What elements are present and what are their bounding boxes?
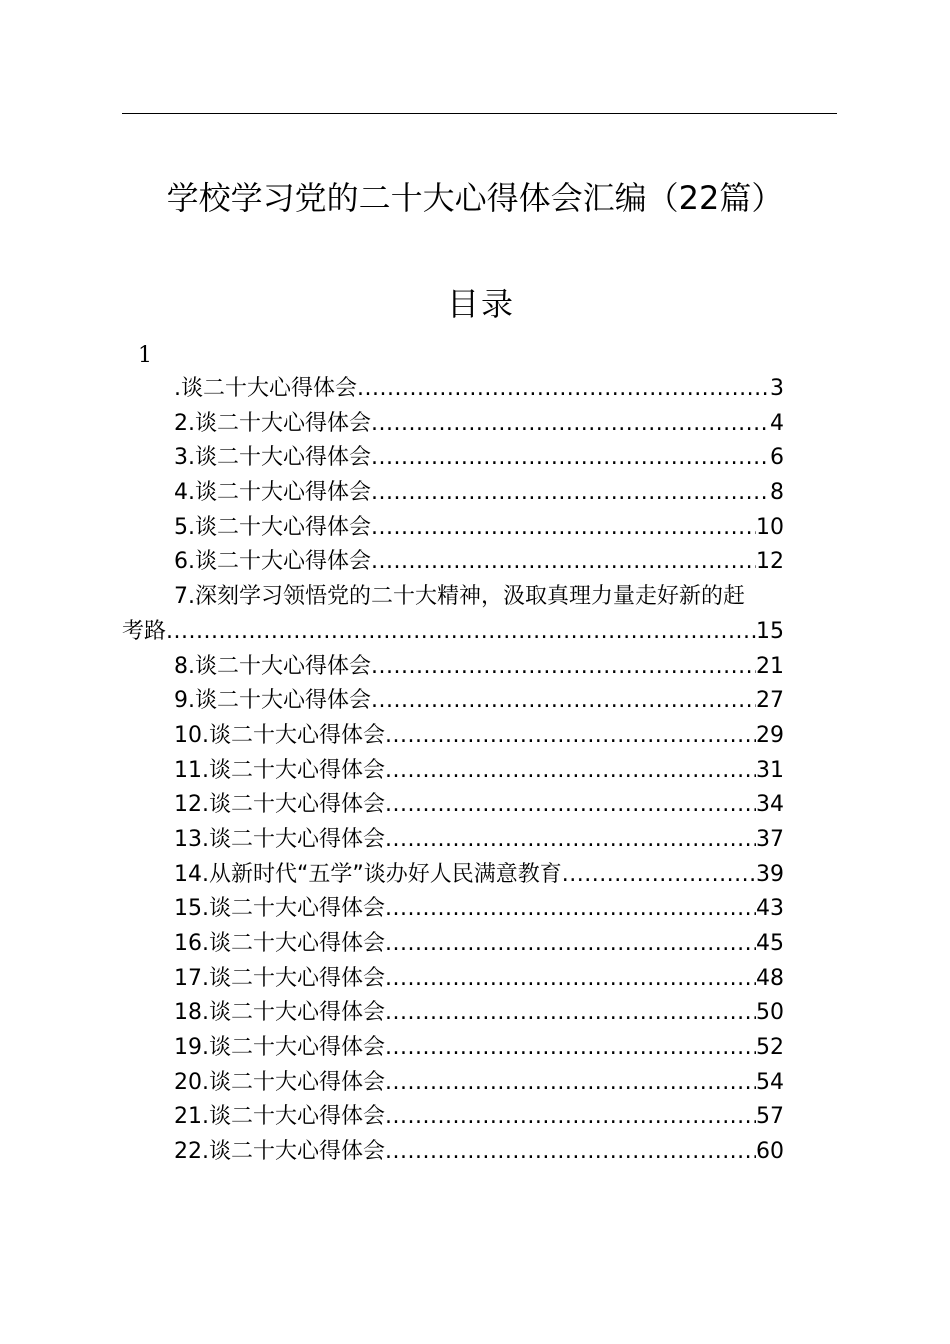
toc-entry-title: 3.谈二十大心得体会 (174, 445, 371, 471)
toc-page-number: 48 (756, 965, 784, 991)
toc-entry-title: 14.从新时代“五学”谈办好人民满意教育 (174, 861, 562, 887)
toc-entry-title: 12.谈二十大心得体会 (174, 792, 385, 818)
toc-page-number: 21 (756, 653, 784, 679)
toc-entry[interactable] (0, 545, 950, 580)
toc-page-number: 54 (756, 1069, 784, 1095)
toc-leader (385, 1100, 756, 1135)
toc-heading: 目录 (446, 285, 515, 323)
toc-entry[interactable] (0, 407, 950, 442)
toc-entry-title: 20.谈二十大心得体会 (174, 1069, 385, 1095)
toc-entry-title-line1: 7.深刻学习领悟党的二十大精神，汲取真理力量走好新的赶 (174, 584, 745, 610)
toc-entry[interactable] (0, 754, 950, 789)
stray-number: 1 (138, 343, 152, 368)
toc-page-number: 29 (756, 722, 784, 748)
toc-page-number: 8 (770, 480, 784, 506)
toc-entry-title: 11.谈二十大心得体会 (174, 757, 385, 783)
toc-leader (385, 823, 756, 858)
toc-leader (371, 511, 756, 546)
toc-entry[interactable] (0, 1135, 950, 1170)
toc-entry[interactable] (0, 788, 950, 823)
toc-leader (357, 372, 770, 407)
toc-leader (371, 684, 756, 719)
toc-entry-title: 17.谈二十大心得体会 (174, 965, 385, 991)
toc-leader (371, 476, 770, 511)
toc-page-number: 34 (756, 792, 784, 818)
toc-page-number: 60 (756, 1139, 784, 1165)
toc-entry[interactable] (0, 858, 950, 893)
toc-entry-title: 13.谈二十大心得体会 (174, 826, 385, 852)
toc-entry-line2[interactable] (0, 615, 950, 650)
table-of-contents (0, 372, 950, 1170)
toc-entry[interactable] (0, 650, 950, 685)
toc-entry[interactable] (0, 927, 950, 962)
toc-page-number: 37 (756, 826, 784, 852)
toc-entry[interactable] (0, 996, 950, 1031)
toc-leader (385, 962, 756, 997)
toc-page-number: 57 (756, 1104, 784, 1130)
toc-entry-title: 5.谈二十大心得体会 (174, 514, 371, 540)
toc-page-number: 10 (756, 514, 784, 540)
toc-entry-title: .谈二十大心得体会 (174, 376, 357, 401)
toc-leader (385, 1066, 756, 1101)
toc-page-number: 43 (756, 896, 784, 922)
toc-entry-line1[interactable] (0, 580, 950, 615)
toc-entry-title: 15.谈二十大心得体会 (174, 896, 385, 922)
toc-entry-title: 16.谈二十大心得体会 (174, 931, 385, 956)
toc-page-number: 3 (770, 376, 784, 401)
toc-entry[interactable] (0, 372, 950, 407)
toc-page-number: 52 (756, 1035, 784, 1061)
toc-page-number: 31 (756, 757, 784, 783)
toc-leader (562, 858, 756, 893)
toc-leader (385, 927, 756, 962)
toc-page-number: 27 (756, 688, 784, 714)
toc-page-number: 50 (756, 1000, 784, 1026)
header-rule (122, 113, 837, 114)
toc-leader (166, 615, 756, 650)
toc-entry-title: 8.谈二十大心得体会 (174, 653, 371, 679)
toc-entry-title: 4.谈二十大心得体会 (174, 480, 371, 506)
toc-leader (385, 996, 756, 1031)
toc-page-number: 12 (756, 549, 784, 575)
document-title: 学校学习党的二十大心得体会汇编（22篇） (166, 179, 784, 217)
toc-entry-title: 19.谈二十大心得体会 (174, 1035, 385, 1061)
toc-entry-title: 2.谈二十大心得体会 (174, 410, 371, 436)
toc-entry-title: 9.谈二十大心得体会 (174, 688, 371, 714)
toc-entry-title: 10.谈二十大心得体会 (174, 722, 385, 748)
toc-leader (371, 650, 756, 685)
toc-page-number: 45 (756, 931, 784, 956)
toc-entry-title: 21.谈二十大心得体会 (174, 1104, 385, 1130)
toc-entry[interactable] (0, 1031, 950, 1066)
toc-entry-title: 22.谈二十大心得体会 (174, 1139, 385, 1165)
toc-page-number: 15 (756, 618, 784, 644)
toc-entry[interactable] (0, 1100, 950, 1135)
toc-entry-title: 6.谈二十大心得体会 (174, 549, 371, 575)
toc-leader (371, 545, 756, 580)
toc-entry[interactable] (0, 476, 950, 511)
toc-entry[interactable] (0, 719, 950, 754)
toc-entry[interactable] (0, 684, 950, 719)
toc-entry-title-line2: 考路 (122, 618, 167, 644)
toc-entry[interactable] (0, 441, 950, 476)
toc-leader (385, 754, 756, 789)
toc-leader (385, 1135, 756, 1170)
toc-leader (385, 892, 756, 927)
toc-leader (385, 1031, 756, 1066)
toc-entry[interactable] (0, 823, 950, 858)
toc-entry-title: 18.谈二十大心得体会 (174, 1000, 385, 1026)
toc-leader (371, 407, 770, 442)
toc-entry[interactable] (0, 1066, 950, 1101)
toc-page-number: 4 (770, 410, 784, 436)
toc-entry[interactable] (0, 511, 950, 546)
toc-leader (385, 788, 756, 823)
toc-page-number: 6 (770, 445, 784, 471)
toc-leader (371, 441, 770, 476)
toc-leader (385, 719, 756, 754)
toc-entry[interactable] (0, 892, 950, 927)
toc-page-number: 39 (756, 861, 784, 887)
toc-entry[interactable] (0, 962, 950, 997)
